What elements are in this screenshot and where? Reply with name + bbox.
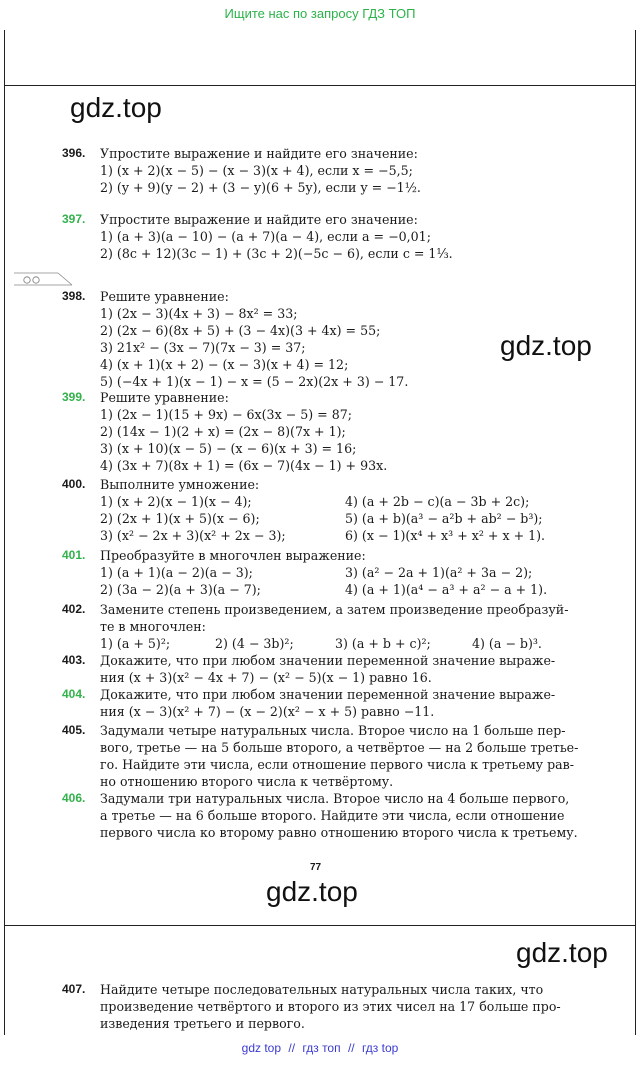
page-divider-bottom [4,925,636,926]
exercise-text-line: Решите уравнение: [100,390,229,405]
exercise-number: 404. [62,687,86,701]
frame-line-left [4,85,5,925]
exercise-text-line: произведение четвёртого и второго из этих чисел на 17 больше про- [100,999,561,1014]
exercise-item: 3) (a² − 2a + 1)(a² + 3a − 2); [345,565,533,580]
exercise-text-line: 2) (14x − 1)(2 + x) = (2x − 8)(7x + 1); [100,424,346,439]
exercise-item: 1) (x + 2)(x − 1)(x − 4); [100,494,252,509]
exercise-text-line: те в многочлен: [100,619,206,634]
exercise-number: 397. [62,212,86,226]
exercise-item: 3) (x² − 2x + 3)(x² + 2x − 3); [100,528,286,543]
exercise-text-line: ния (x + 3)(x² − 4x + 7) − (x² − 5)(x − 1) равно 16. [100,670,432,685]
exercise-text-line: Найдите четыре последовательных натуральных числа таких, что [100,982,544,997]
exercise-text-line: Задумали три натуральных числа. Второе число на 4 больше первого, [100,791,570,806]
exercise-text-line: Упростите выражение и найдите его значение: [100,212,418,227]
exercise-text-line: Докажите, что при любом значении переменной значение выраже- [100,687,556,702]
exercise-text-line: 2) (2x − 6)(8x + 5) + (3 − 4x)(3 + 4x) = 55; [100,323,381,338]
footer-link[interactable]: гдз топ [302,1041,341,1055]
watermark: gdz.top [70,92,162,123]
exercise-text-line: 4) (3x + 7)(8x + 1) = (6x − 7)(4x − 1) + 93x. [100,458,388,473]
exercise-number: 406. [62,791,86,805]
exercise-item: 5) (a + b)(a³ − a²b + ab² − b³); [345,511,543,526]
footer-link[interactable]: gdz top [241,1041,282,1055]
watermark: gdz.top [516,937,608,968]
footer-links [0,1041,640,1055]
frame-line-right-bottom [635,925,636,1035]
exercise-item: 2) (2x + 1)(x + 5)(x − 6); [100,511,260,526]
exercise-text-line: 1) (a + 3)(a − 10) − (a + 7)(a − 4), если a = −0,01; [100,229,431,244]
frame-line-right-top [635,30,636,85]
exercise-text-line: Докажите, что при любом значении переменной значение выраже- [100,653,556,668]
exercise-number: 402. [62,602,86,616]
exercise-text-line: 1) (x + 2)(x − 5) − (x − 3)(x + 4), если x = −5,5; [100,163,413,178]
exercise-text-line: но отношению второго числа к четвёртому. [100,774,394,789]
exercise-text-line: Выполните умножение: [100,477,260,492]
margin-marker-icon [14,271,74,287]
exercise-item: 4) (a − b)³. [472,636,542,651]
exercise-text-line: 3) (x + 10)(x − 5) − (x − 6)(x + 3) = 16; [100,441,357,456]
exercise-text-line: 4) (x + 1)(x + 2) − (x − 3)(x + 4) = 12; [100,357,349,372]
exercise-text-line: 1) (2x − 1)(15 + 9x) − 6x(3x − 5) = 87; [100,407,352,422]
exercise-text-line: 2) (8c + 12)(3c − 1) + (3c + 2)(−5c − 6), если c = 1⅓. [100,246,453,261]
exercise-item: 1) (a + 5)²; [100,636,171,651]
exercise-text-line: Задумали четыре натуральных числа. Второе число на 1 больше пер- [100,723,566,738]
exercise-text-line: первого числа ко второму равно отношению второго числа к третьему. [100,825,578,840]
exercise-text-line: 3) 21x² − (3x − 7)(7x − 3) = 37; [100,340,306,355]
exercise-text-line: Решите уравнение: [100,289,229,304]
frame-line-left-top [4,30,5,85]
page-divider-top [4,85,636,86]
exercise-item: 1) (a + 1)(a − 2)(a − 3); [100,565,253,580]
exercise-number: 405. [62,723,86,737]
search-banner[interactable]: Ищите нас по запросу ГДЗ ТОП [224,6,416,21]
exercise-text-line: изведения третьего и первого. [100,1016,305,1031]
exercise-number: 398. [62,289,86,303]
exercise-number: 403. [62,653,86,667]
exercise-text-line: ния (x − 3)(x² + 7) − (x − 2)(x² − x + 5) равно −11. [100,704,435,719]
frame-line-right [635,85,636,925]
exercise-number: 407. [62,982,86,996]
exercise-item: 2) (4 − 3b)²; [215,636,294,651]
exercise-item: 4) (a + 2b − c)(a − 3b + 2c); [345,494,530,509]
exercise-number: 399. [62,390,86,404]
exercise-item: 6) (x − 1)(x⁴ + x³ + x² + x + 1). [345,528,546,543]
exercise-number: 396. [62,146,86,160]
exercise-item: 2) (3a − 2)(a + 3)(a − 7); [100,582,261,597]
exercise-text-line: 1) (2x − 3)(4x + 3) − 8x² = 33; [100,306,298,321]
footer-separator: // [288,1041,296,1055]
page-number: 77 [310,862,322,873]
watermark: gdz.top [500,330,592,361]
exercise-text-line: Упростите выражение и найдите его значение: [100,146,418,161]
exercise-text-line: 2) (y + 9)(y − 2) + (3 − y)(6 + 5y), если y = −1½. [100,180,421,195]
exercise-item: 4) (a + 1)(a⁴ − a³ + a² − a + 1). [345,582,548,597]
exercise-text-line: а третье — на 6 больше второго. Найдите эти числа, если отношение [100,808,565,823]
exercise-item: 3) (a + b + c)²; [335,636,431,651]
exercise-text-line: 5) (−4x + 1)(x − 1) − x = (5 − 2x)(2x + 3) − 17. [100,374,409,389]
exercise-number: 401. [62,548,86,562]
exercise-text-line: вого, третье — на 5 больше второго, а четвёртое — на 2 больше третье- [100,740,579,755]
frame-line-left-bottom [4,925,5,1035]
footer-separator: // [347,1041,355,1055]
watermark: gdz.top [266,876,358,907]
exercise-number: 400. [62,477,86,491]
exercise-text-line: Замените степень произведением, а затем произведение преобразуй- [100,602,569,617]
exercise-text-line: Преобразуйте в многочлен выражение: [100,548,366,563]
footer-link[interactable]: гдз top [361,1041,399,1055]
exercise-text-line: го. Найдите эти числа, если отношение первого числа к третьему рав- [100,757,574,772]
